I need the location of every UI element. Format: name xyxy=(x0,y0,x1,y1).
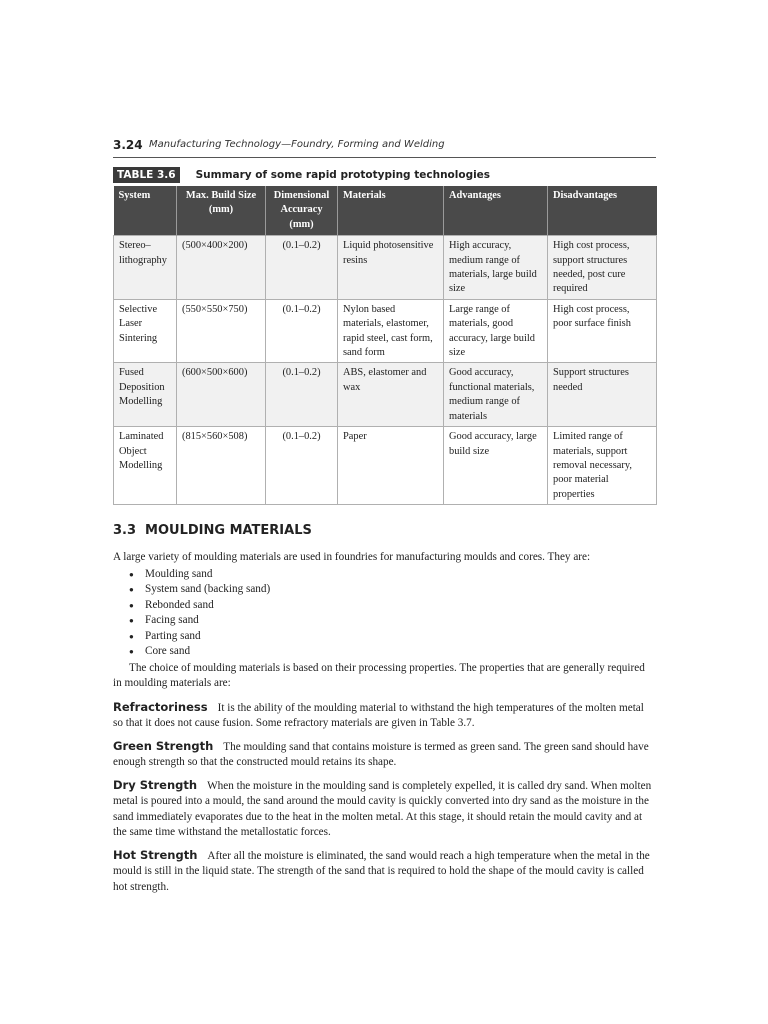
running-title: Manufacturing Technology—Foundry, Forming and Welding xyxy=(149,139,445,150)
list-item: ● Rebonded sand xyxy=(129,598,270,613)
table-row xyxy=(114,427,657,505)
table-cell: Support structures needed xyxy=(548,363,657,427)
property-text: After all the moisture is eliminated, the sand would reach a high temperature when the metal in the mould is still in the liquid state. The strength of the sand that is required to hold the shape of the mould cavity is called hot strength. xyxy=(113,850,650,893)
list-item: ● Moulding sand xyxy=(129,567,270,582)
table-cell: Limited range of materials, support removal necessary, poor material properties xyxy=(548,427,657,505)
table-cell: (600×500×600) xyxy=(177,363,266,427)
table-cell: Good accuracy, large build size xyxy=(444,427,548,505)
table-cell: (0.1–0.2) xyxy=(266,363,338,427)
table-header-row xyxy=(114,186,657,236)
column-header: System xyxy=(114,186,177,236)
property-paragraph-refractoriness xyxy=(113,700,656,732)
table-cell: Stereo– lithography xyxy=(114,236,177,300)
table-cell: High cost process, poor surface finish xyxy=(548,299,657,363)
section-title: MOULDING MATERIALS xyxy=(145,523,312,538)
table-cell: Large range of materials, good accuracy, large build size xyxy=(444,299,548,363)
table-cell: (815×560×508) xyxy=(177,427,266,505)
table-cell: (0.1–0.2) xyxy=(266,299,338,363)
list-item: ● System sand (backing sand) xyxy=(129,582,270,597)
property-text: The moulding sand that contains moisture is termed as green sand. The green sand should have enough strength so that the constructed mould retains its shape. xyxy=(113,741,649,769)
property-paragraph-green-strength xyxy=(113,739,656,771)
running-header xyxy=(113,138,656,158)
property-text: When the moisture in the moulding sand is completely expelled, it is called dry sand. When molten metal is poured into a mould, the sand around the mould cavity is quickly converted into dry sand as the moisture in the sand immediately evaporates due to the heat in the molten metal. At this stage, it should retain the mould cavity and at the same time withstand the metallostatic forces. xyxy=(113,780,652,839)
table-cell: Fused Deposition Modelling xyxy=(114,363,177,427)
table-caption xyxy=(113,166,490,182)
list-item: ● Core sand xyxy=(129,644,270,659)
property-text: It is the ability of the moulding material to withstand the high temperatures of the molten metal so that it does not cause fusion. Some refractory materials are given in Table 3.7. xyxy=(113,702,644,730)
table-cell: Paper xyxy=(338,427,444,505)
table-row xyxy=(114,363,657,427)
section-heading xyxy=(113,523,312,538)
table-cell: Selective Laser Sintering xyxy=(114,299,177,363)
property-term: Refractoriness xyxy=(113,700,208,714)
list-item: ● Parting sand xyxy=(129,629,270,644)
table-cell: (550×550×750) xyxy=(177,299,266,363)
rapid-prototyping-table xyxy=(113,186,657,505)
page-number: 3.24 xyxy=(113,138,143,152)
section-number: 3.3 xyxy=(113,523,137,538)
property-paragraph-hot-strength xyxy=(113,848,656,895)
property-term: Hot Strength xyxy=(113,848,198,862)
moulding-materials-list xyxy=(129,567,270,659)
table-cell: Laminated Object Modelling xyxy=(114,427,177,505)
table-cell: (500×400×200) xyxy=(177,236,266,300)
column-header: Materials xyxy=(338,186,444,236)
properties-intro-paragraph: The choice of moulding materials is based on their processing properties. The properties that are generally required in moulding materials are: xyxy=(113,662,645,690)
property-paragraph-dry-strength xyxy=(113,778,656,841)
column-header: Disadvantages xyxy=(548,186,657,236)
list-item: ● Facing sand xyxy=(129,613,270,628)
column-header: Advantages xyxy=(444,186,548,236)
table-cell: (0.1–0.2) xyxy=(266,427,338,505)
table-cell: High accuracy, medium range of materials, large build size xyxy=(444,236,548,300)
table-cell: ABS, elastomer and wax xyxy=(338,363,444,427)
intro-paragraph: A large variety of moulding materials are used in foundries for manufacturing moulds and cores. They are: xyxy=(113,551,591,563)
table-title: Summary of some rapid prototyping technologies xyxy=(195,169,491,182)
table-cell: Nylon based materials, elastomer, rapid steel, cast form, sand form xyxy=(338,299,444,363)
table-cell: (0.1–0.2) xyxy=(266,236,338,300)
column-header: Dimensional Accuracy (mm) xyxy=(266,186,338,236)
property-term: Green Strength xyxy=(113,739,214,753)
table-cell: Good accuracy, functional materials, medium range of materials xyxy=(444,363,548,427)
column-header: Max. Build Size (mm) xyxy=(177,186,266,236)
table-row xyxy=(114,299,657,363)
property-term: Dry Strength xyxy=(113,778,198,792)
table-number-tag: TABLE 3.6 xyxy=(113,167,180,183)
table-cell: Liquid photosensitive resins xyxy=(338,236,444,300)
table-row xyxy=(114,236,657,300)
table-cell: High cost process, support structures needed, post cure required xyxy=(548,236,657,300)
